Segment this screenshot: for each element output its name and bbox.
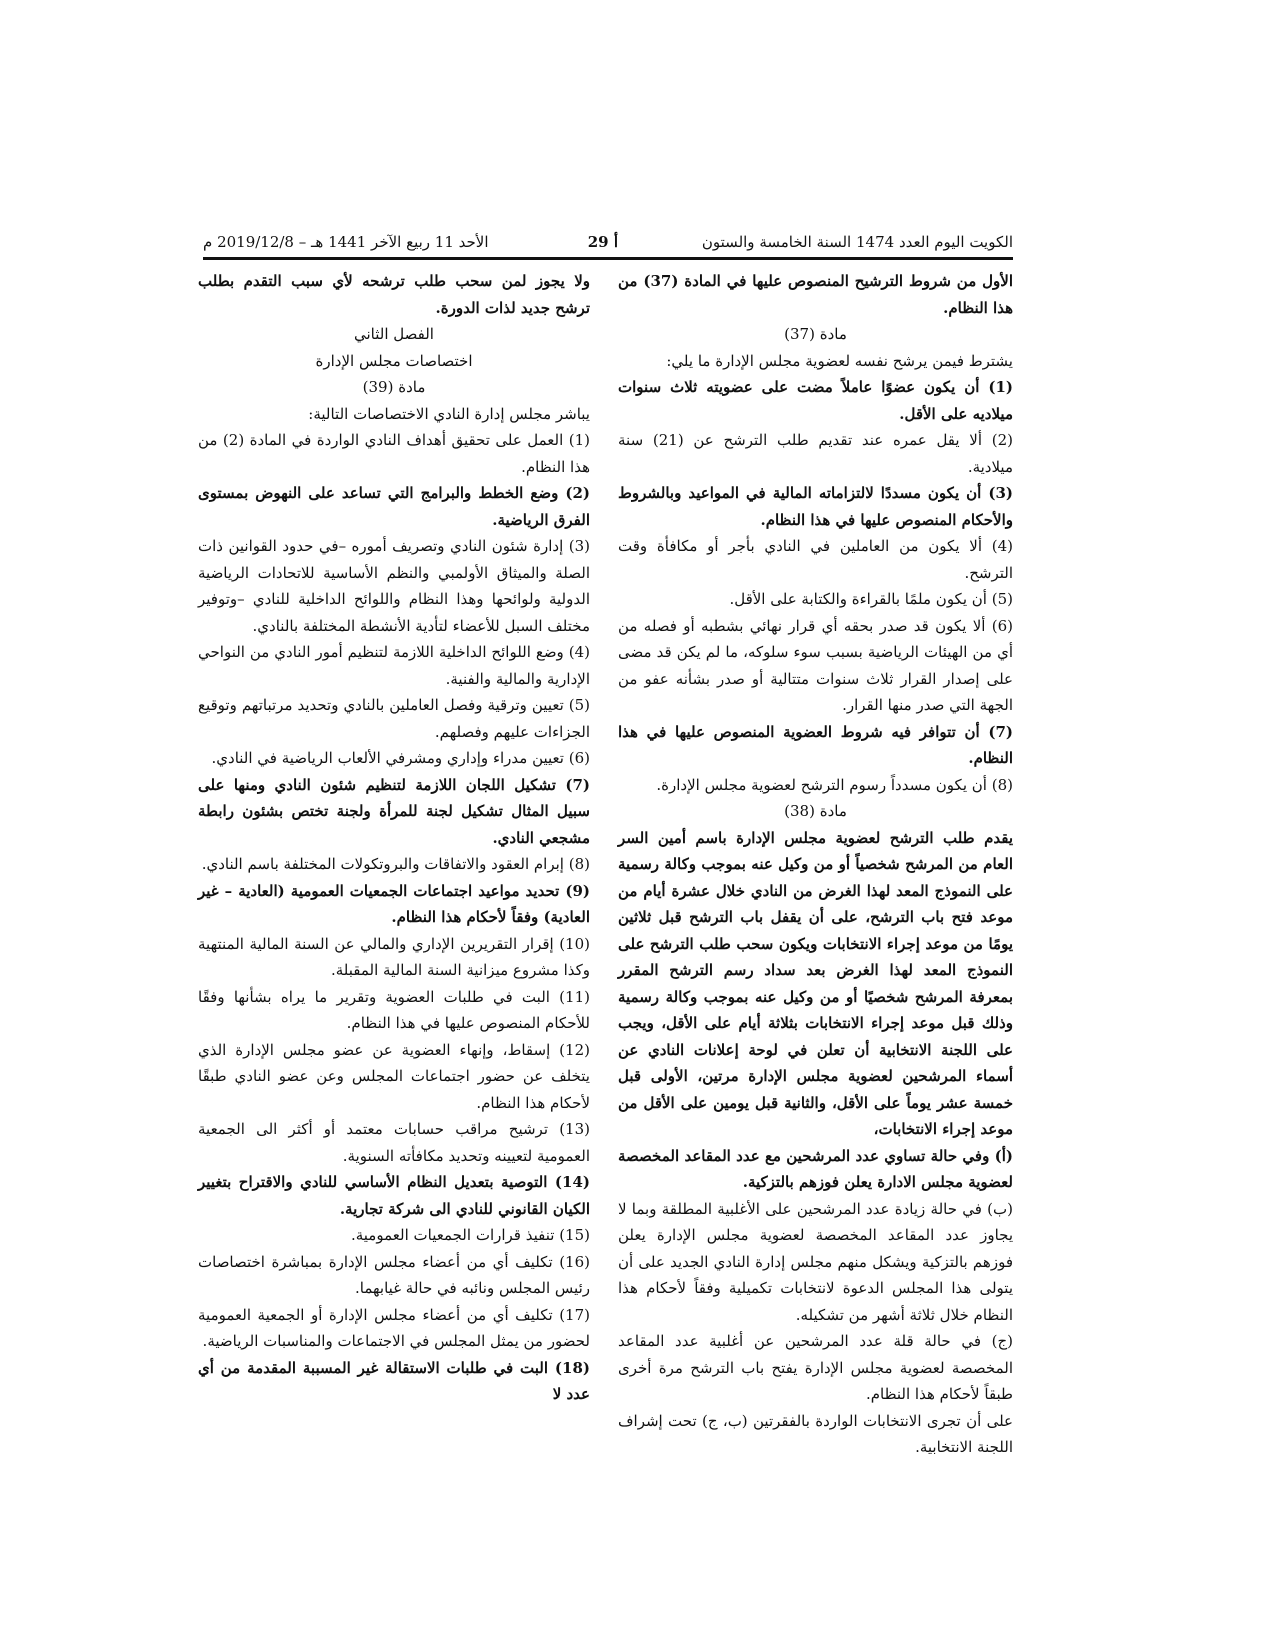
paragraph: ولا يجوز لمن سحب طلب ترشحه لأي سبب التقدم بطلب ترشح جديد لذات الدورة.	[198, 272, 590, 317]
paragraph: (1) العمل على تحقيق أهداف النادي الواردة في المادة (2) من هذا النظام.	[198, 431, 590, 476]
paragraph: (ب) في حالة زيادة عدد المرشحين على الأغلبية المطلقة وبما لا يجاوز عدد المقاعد المخصصة لعضوية مجلس الإدارة يعلن فوزهم بالتزكية ويشكل منهم مجلس إدارة النادي الجديد على أن يتولى هذا المجلس الدعوة لانتخابات تكميلية وفقاً لأحكام هذا النظام خلال ثلاثة أشهر من تشكيله.	[618, 1199, 1013, 1324]
paragraph: (9) تحديد مواعيد اجتماعات الجمعيات العمومية (العادية – غير العادية) وفقاً لأحكام هذا النظام.	[198, 881, 590, 926]
paragraph: مادة (37)	[784, 325, 847, 343]
header-publication: الكويت اليوم العدد 1474 السنة الخامسة والستون	[701, 233, 1013, 251]
paragraph: (3) إدارة شئون النادي وتصريف أموره –في حدود القوانين ذات الصلة والميثاق الأولمبي والنظم الأساسية للاتحادات الرياضية الدولية ولوائحها وهذا النظام واللوائح الداخلية للنادي –وتوفير مختلف السبل للأعضاء لتأدية الأنشطة المختلفة بالنادي.	[198, 537, 590, 635]
paragraph: (أ) وفي حالة تساوي عدد المرشحين مع عدد المقاعد المخصصة لعضوية مجلس الادارة يعلن فوزهم بالتزكية.	[618, 1146, 1013, 1191]
paragraph: مادة (39)	[362, 378, 426, 396]
paragraph: (7) تشكيل اللجان اللازمة لتنظيم شئون النادي ومنها على سبيل المثال تشكيل لجنة للمرأة ولجنة تختص بشئون رابطة مشجعي النادي.	[198, 775, 590, 847]
header-page-number: أ 29	[587, 233, 618, 251]
paragraph: (14) التوصية بتعديل النظام الأساسي للنادي والاقتراح بتغيير الكيان القانوني للنادي الى شركة تجارية.	[198, 1173, 590, 1218]
paragraph: يباشر مجلس إدارة النادي الاختصاصات التالية:	[308, 404, 590, 423]
right-column	[618, 268, 1013, 1461]
paragraph: يقدم طلب الترشح لعضوية مجلس الإدارة باسم أمين السر العام من المرشح شخصياً أو من وكيل عنه بموجب وكالة رسمية على النموذج المعد لهذا الغرض من النادي خلال عشرة أيام من موعد فتح باب الترشح، على أن يقفل باب الترشح قبل ثلاثين يومًا من موعد إجراء الانتخابات ويكون سحب طلب الترشح على النموذج المعد لهذا الغرض بعد سداد رسم الترشح المقرر بمعرفة المرشح شخصيًا أو من وكيل عنه بموجب وكالة رسمية وذلك قبل موعد إجراء الانتخابات بثلاثة أيام على الأقل، ويجب على اللجنة الانتخابية أن تعلن في لوحة إعلانات النادي عن أسماء المرشحين لعضوية مجلس الإدارة مرتين، الأولى قبل خمسة عشر يوماً على الأقل، والثانية قبل يومين على الأقل من موعد إجراء الانتخابات،	[618, 828, 1013, 1138]
paragraph: (17) تكليف أي من أعضاء مجلس الإدارة أو الجمعية العمومية لحضور من يمثل المجلس في الاجتماعات والمناسبات الرياضية.	[198, 1305, 590, 1350]
paragraph: على أن تجرى الانتخابات الواردة بالفقرتين (ب، ج) تحت إشراف اللجنة الانتخابية.	[618, 1411, 1013, 1456]
paragraph: يشترط فيمن يرشح نفسه لعضوية مجلس الإدارة ما يلي:	[666, 351, 1013, 370]
paragraph: (15) تنفيذ قرارات الجمعيات العمومية.	[350, 1226, 590, 1244]
paragraph: (6) ألا يكون قد صدر بحقه أي قرار نهائي بشطبه أو فصله من أي من الهيئات الرياضية بسبب سوء سلوكه، ما لم يكن قد مضى على إصدار القرار ثلاث سنوات متتالية أو صدر بشأنه عفو من الجهة التي صدر منها القرار.	[618, 616, 1013, 714]
paragraph: اختصاصات مجلس الإدارة	[315, 351, 473, 370]
paragraph: (8) أن يكون مسدداً رسوم الترشح لعضوية مجلس الإدارة.	[656, 775, 1013, 794]
paragraph: الأول من شروط الترشيح المنصوص عليها في المادة (37) من هذا النظام.	[618, 272, 1013, 317]
paragraph: (12) إسقاط، وإنهاء العضوية عن عضو مجلس الإدارة الذي يتخلف عن حضور اجتماعات المجلس وعن عضو النادي طبقًا لأحكام هذا النظام.	[198, 1040, 590, 1112]
paragraph: (13) ترشيح مراقب حسابات معتمد أو أكثر الى الجمعية العمومية لتعيينه وتحديد مكافأته السنوية.	[198, 1120, 590, 1165]
paragraph: (4) وضع اللوائح الداخلية اللازمة لتنظيم أمور النادي من النواحي الإدارية والمالية والفنية.	[198, 643, 590, 688]
paragraph: (4) ألا يكون من العاملين في النادي بأجر أو مكافأة وقت الترشح.	[618, 537, 1013, 582]
paragraph: (5) أن يكون ملمًا بالقراءة والكتابة على الأقل.	[729, 590, 1013, 608]
paragraph: مادة (38)	[784, 802, 847, 820]
header-date: الأحد 11 ربيع الآخر 1441 هـ – 2019/12/8 م	[203, 233, 489, 251]
left-column	[198, 268, 590, 1408]
paragraph: (8) إبرام العقود والاتفاقات والبروتكولات المختلفة باسم النادي.	[201, 855, 590, 873]
paragraph: (16) تكليف أي من أعضاء مجلس الإدارة بمباشرة اختصاصات رئيس المجلس ونائبه في حالة غيابهما.	[198, 1252, 590, 1297]
page-header	[203, 229, 1013, 259]
paragraph: (5) تعيين وترقية وفصل العاملين بالنادي وتحديد مرتباتهم وتوقيع الجزاءات عليهم وفصلهم.	[198, 696, 590, 741]
paragraph: (2) ألا يقل عمره عند تقديم طلب الترشح عن (21) سنة ميلادية.	[618, 431, 1013, 476]
paragraph: (6) تعيين مدراء وإداري ومشرفي الألعاب الرياضية في النادي.	[211, 749, 590, 767]
paragraph: (7) أن تتوافر فيه شروط العضوية المنصوص عليها في هذا النظام.	[618, 722, 1013, 767]
paragraph: (18) البت في طلبات الاستقالة غير المسببة المقدمة من أي عدد لا	[198, 1358, 590, 1403]
paragraph: (3) أن يكون مسددًا لالتزاماته المالية في المواعيد وبالشروط والأحكام المنصوص عليها في هذا النظام.	[618, 484, 1013, 529]
paragraph: الفصل الثاني	[354, 325, 434, 343]
paragraph: (11) البت في طلبات العضوية وتقرير ما يراه بشأنها وفقًا للأحكام المنصوص عليها في هذا النظام.	[198, 987, 590, 1032]
paragraph: (ج) في حالة قلة عدد المرشحين عن أغلبية عدد المقاعد المخصصة لعضوية مجلس الإدارة يفتح باب الترشح مرة أخرى طبقاً لأحكام هذا النظام.	[618, 1332, 1013, 1403]
paragraph: (1) أن يكون عضوًا عاملاً مضت على عضويته ثلاث سنوات ميلاديه على الأقل.	[618, 378, 1013, 423]
paragraph: (10) إقرار التقريرين الإداري والمالي عن السنة المالية المنتهية وكذا مشروع ميزانية السنة المالية المقبلة.	[198, 934, 590, 979]
paragraph: (2) وضع الخطط والبرامج التي تساعد على النهوض بمستوى الفرق الرياضية.	[198, 484, 590, 529]
header-rule	[203, 257, 1013, 260]
